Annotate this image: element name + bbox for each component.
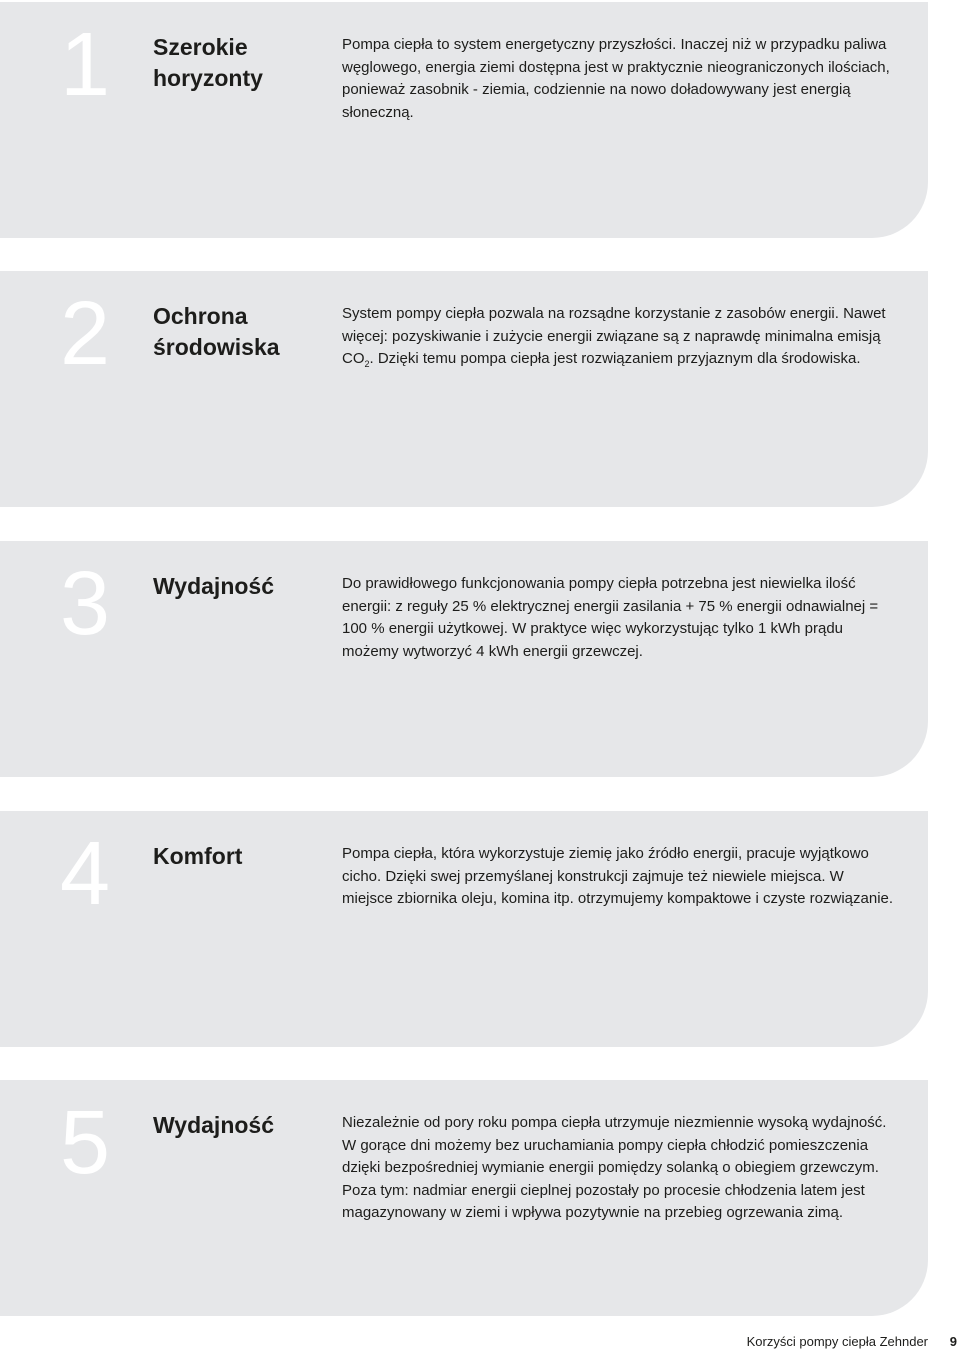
section-number: 3 <box>60 554 111 654</box>
section-number: 1 <box>60 15 111 115</box>
section-title <box>153 571 323 602</box>
section-body: Pompa ciepła to system energetyczny przyszłości. Inaczej niż w przypadku paliwa węglowego, energia ziemi dostępna jest w praktycznie nieograniczonych ilościach, ponieważ zasobnik - ziemia, codziennie na nowo doładowywany jest energią słoneczną. <box>342 36 890 121</box>
page-number: 9 <box>949 1334 957 1349</box>
section-body-text: . Dzięki temu pompa ciepła jest rozwiązaniem przyjaznym dla środowiska. <box>369 350 861 368</box>
footer-title: Korzyści pompy ciepła Zehnder <box>746 1334 928 1349</box>
section-title-line: środowiska <box>153 334 280 360</box>
section-number: 5 <box>60 1093 111 1193</box>
section-title-line: Ochrona <box>153 303 248 329</box>
section-title <box>153 1110 323 1141</box>
section-body: Niezależnie od pory roku pompa ciepła utrzymuje niezmiennie wysoką wydajność. W gorące dni możemy bez uruchamiania pompy ciepła chłodzić pomieszczenia dzięki bezpośredniej wymianie energii pomiędzy solanką o obiegiem grzewczym. Poza tym: nadmiar energii cieplnej pozostały po procesie chłodzenia latem jest magazynowany w ziemi i wpływa pozytywnie na przebieg ogrzewania zimą. <box>342 1114 887 1222</box>
section-body <box>342 303 894 371</box>
section-body-text: System pompy ciepła pozwala na rozsądne korzystanie z zasobów energii. Nawet więcej: pozyskiwanie i zużycie energii związane są z naprawdę minimalna emisją CO <box>342 305 886 368</box>
section-number: 2 <box>60 284 111 384</box>
section-5-panel <box>0 1080 928 1316</box>
section-title-line: Komfort <box>153 843 243 869</box>
section-title-line: horyzonty <box>153 65 263 91</box>
co2-subscript: 2 <box>364 359 370 370</box>
section-title <box>153 32 323 94</box>
section-3-panel <box>0 541 928 777</box>
section-body: Pompa ciepła, która wykorzystuje ziemię jako źródło energii, pracuje wyjątkowo cicho. Dzięki swej przemyślanej konstrukcji zajmuje też niewiele miejsca. W miejsce zbiornika oleju, komina itp. otrzymujemy kompaktowe i czyste rozwiązanie. <box>342 845 894 908</box>
section-1-panel <box>0 2 928 238</box>
section-title-line: Wydajność <box>153 1112 274 1138</box>
section-title <box>153 841 323 872</box>
page-footer <box>0 1332 960 1352</box>
section-4-panel <box>0 811 928 1047</box>
section-2-panel <box>0 271 928 507</box>
section-title-line: Szerokie <box>153 34 248 60</box>
section-title <box>153 301 323 363</box>
section-title-line: Wydajność <box>153 573 274 599</box>
section-body: Do prawidłowego funkcjonowania pompy ciepła potrzebna jest niewielka ilość energii: z reguły 25 % elektrycznej energii zasilania + 75 % energii odnawialnej = 100 % energii użytkowej. W praktyce więc wykorzystując tylko 1 kWh prądu możemy wytworzyć 4 kWh energii grzewczej. <box>342 575 879 660</box>
section-number: 4 <box>60 824 111 924</box>
